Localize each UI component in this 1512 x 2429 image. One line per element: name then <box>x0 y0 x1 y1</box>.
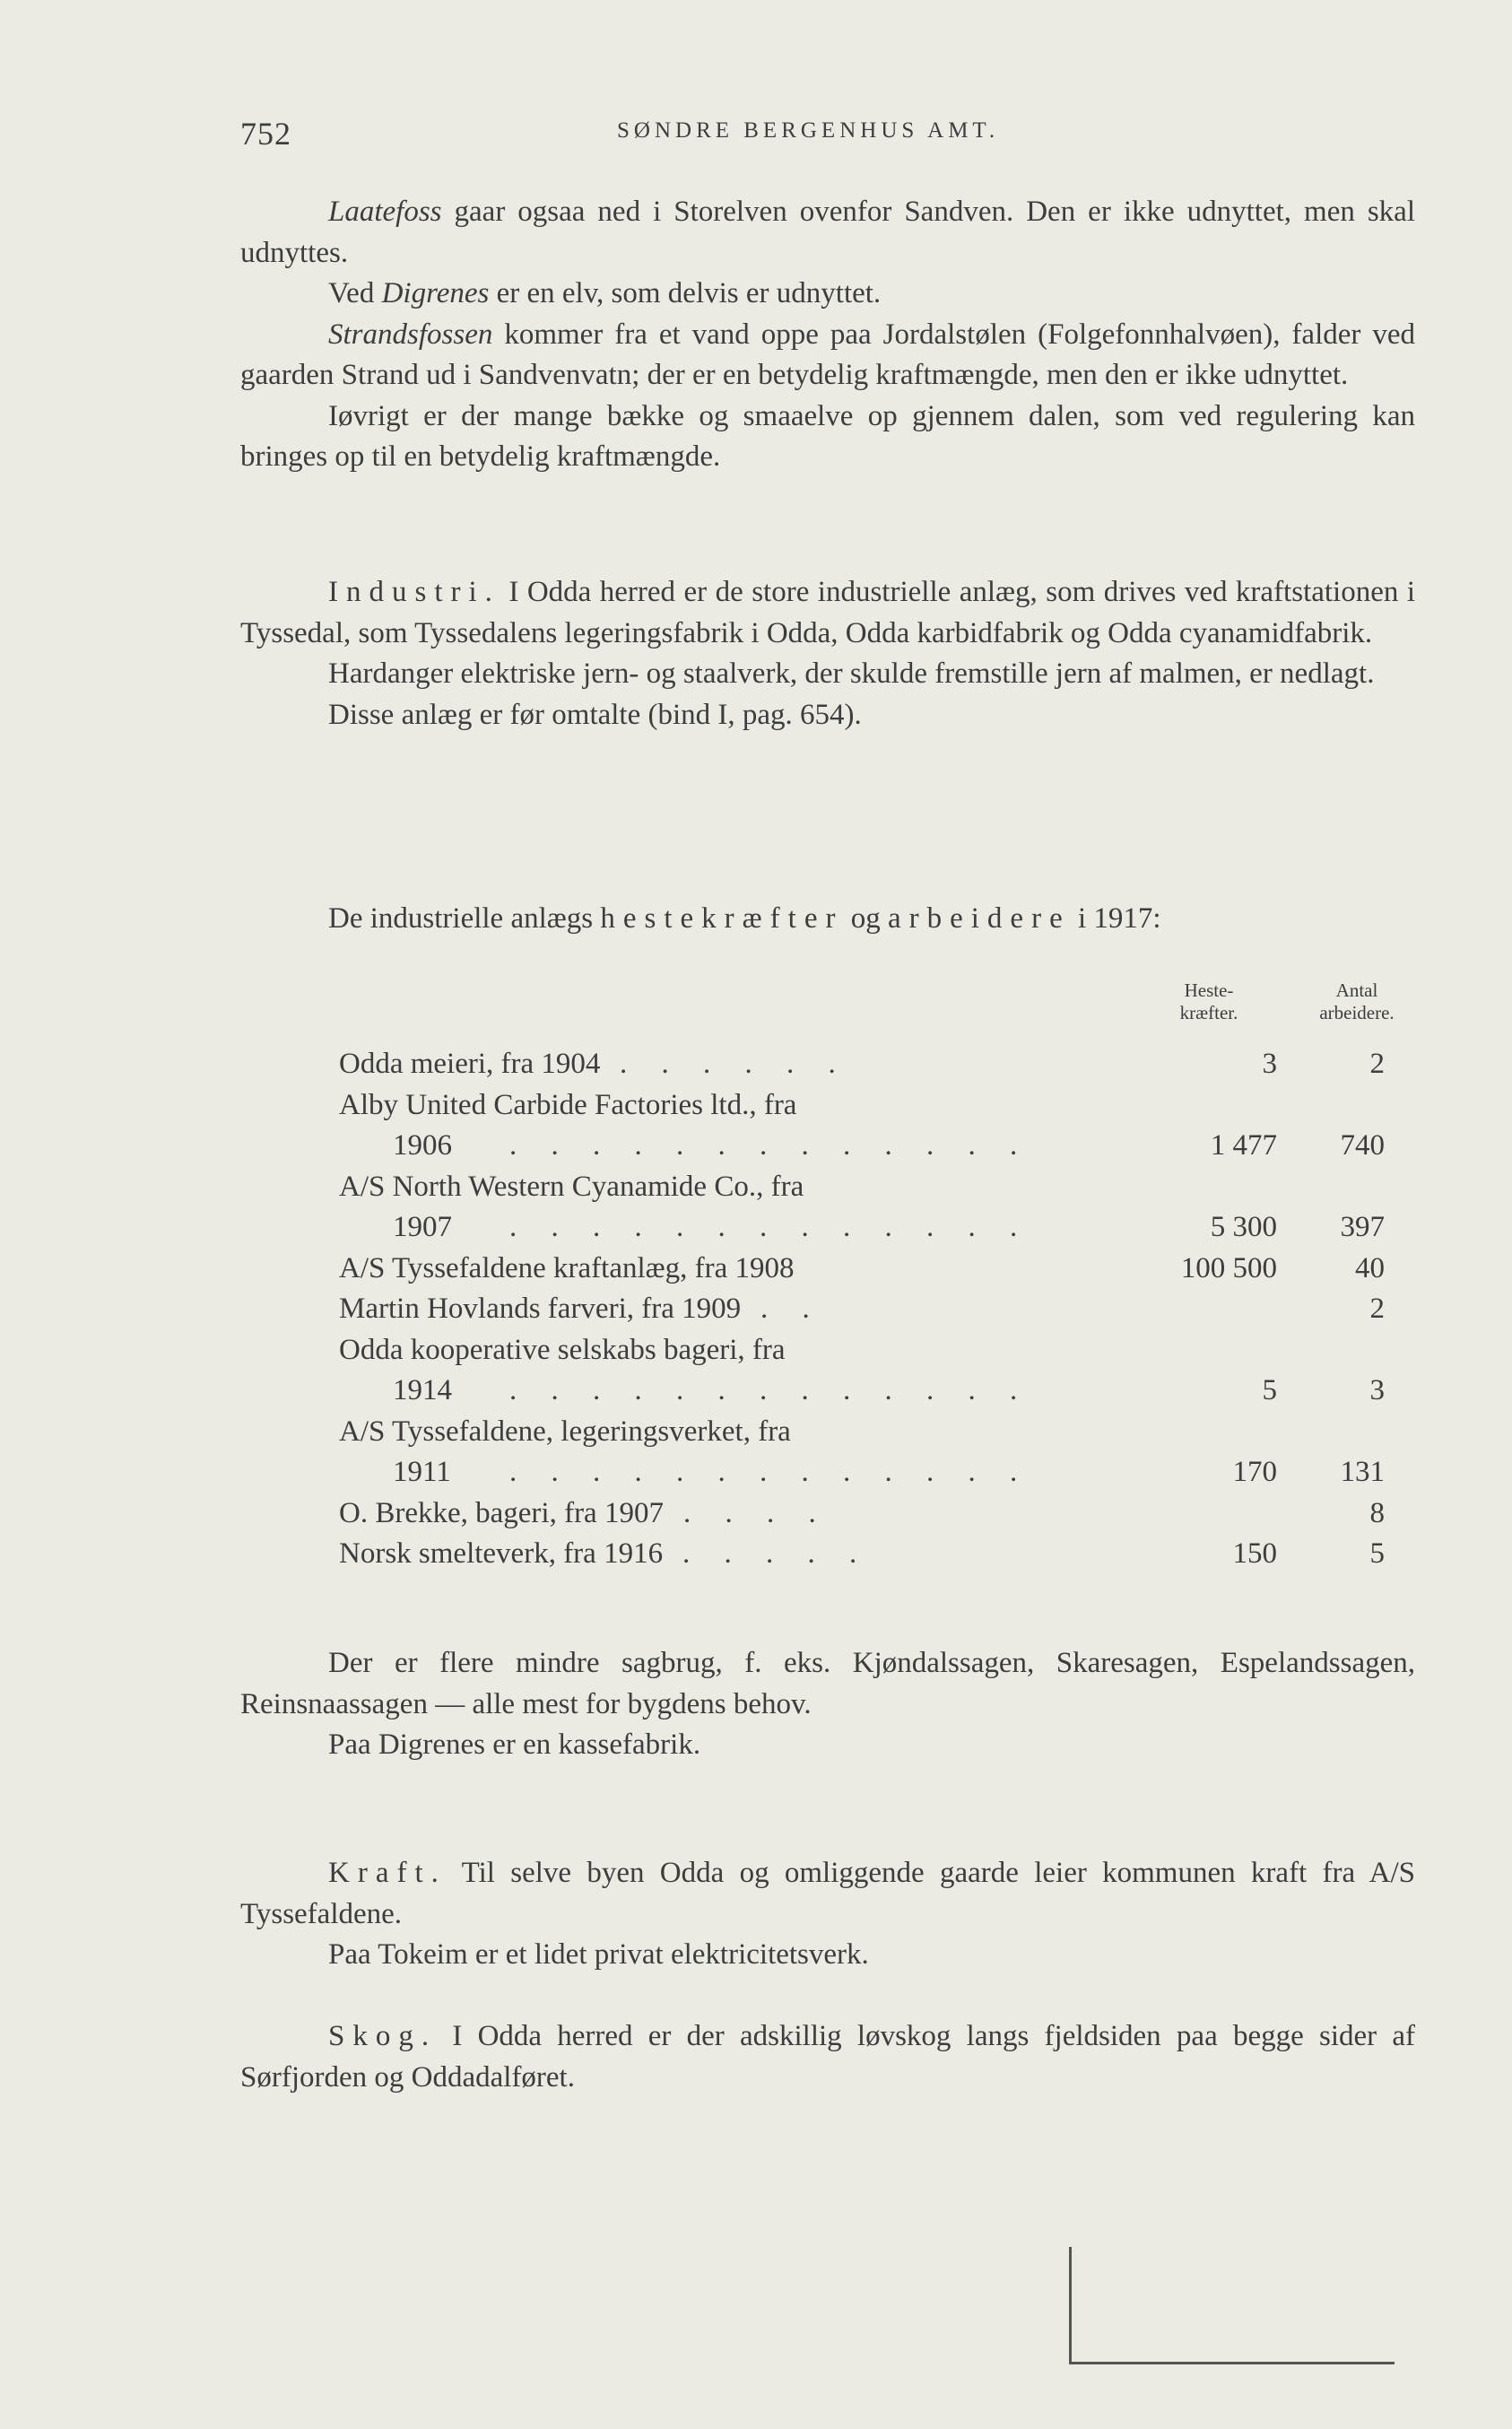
column-header-text: Heste- kræfter. <box>1179 979 1238 1023</box>
value-hestekraefter: 5 300 <box>1210 1211 1277 1243</box>
paragraph-text: Til selve byen Odda og omliggende gaarde leier kommunen kraft fra A/S Tyssefaldene. <box>240 1857 1415 1930</box>
table-row <box>240 1252 1415 1293</box>
founded-year: 1911 <box>393 1456 451 1488</box>
paragraph-text: gaar ogsaa ned i Storelven ovenfor Sandven. Den er ikke udnyttet, men skal udnyttes. <box>240 196 1415 269</box>
section-sagbrug <box>240 1643 1415 1766</box>
section-skog <box>240 2016 1415 2098</box>
page-number: 752 <box>240 116 291 152</box>
founded-year: 1906 <box>393 1129 452 1162</box>
table-intro <box>240 899 1415 940</box>
value-arbeidere: 40 <box>1355 1251 1385 1284</box>
spaced-term: hestekræfter <box>600 902 844 935</box>
table-row <box>240 1089 1415 1171</box>
section-heading-industri: Industri. <box>328 576 500 608</box>
value-arbeidere: 2 <box>1369 1293 1385 1325</box>
company-name: Odda kooperative selskabs bageri, fra <box>339 1333 786 1366</box>
section-heading-skog: Skog. <box>328 2020 438 2052</box>
paragraph-skog <box>240 2016 1415 2098</box>
paragraph-kraft <box>240 1853 1415 1935</box>
table-row <box>240 1537 1415 1579</box>
value-arbeidere: 397 <box>1340 1211 1385 1243</box>
table-row <box>240 1415 1415 1497</box>
company-name: O. Brekke, bageri, fra 1907 <box>339 1496 664 1529</box>
column-header-arbeidere <box>1299 979 1415 1024</box>
paragraph-industri <box>240 572 1415 654</box>
value-hestekraefter: 170 <box>1232 1456 1277 1488</box>
dot-leader: . . . . . . . . . . . . . <box>509 1129 1031 1162</box>
company-name: A/S North Western Cyanamide Co., fra <box>339 1170 804 1203</box>
dot-leader: . . . . . . <box>620 1048 849 1080</box>
section-kraft <box>240 1853 1415 1976</box>
place-name: Strandsfossen <box>328 318 493 351</box>
paragraph-tokeim: Paa Tokeim er et lidet privat elektricitetsverk. <box>328 1938 869 1971</box>
section-waterfalls <box>240 192 1415 478</box>
value-hestekraefter: 1 477 <box>1210 1129 1277 1162</box>
dot-leader: . . . . . . . . . . . . . <box>509 1374 1031 1406</box>
company-name: A/S Tyssefaldene kraftanlæg, fra 1908 <box>339 1251 795 1284</box>
section-heading-kraft: Kraft. <box>328 1857 447 1889</box>
paragraph-strandsfossen <box>240 315 1415 396</box>
founded-year: 1907 <box>393 1211 452 1243</box>
paragraph-text: og <box>843 902 888 935</box>
paragraph-laatefoss <box>240 192 1415 274</box>
founded-year: 1914 <box>393 1374 452 1406</box>
paragraph-disse: Disse anlæg er før omtalte (bind I, pag. 654). <box>328 698 862 731</box>
value-arbeidere: 131 <box>1340 1456 1385 1488</box>
value-arbeidere: 8 <box>1369 1496 1385 1529</box>
dot-leader: . . . . . . . . . . . . . <box>509 1211 1031 1243</box>
dot-leader: . . . . . <box>682 1537 871 1570</box>
company-name: Alby United Carbide Factories ltd., fra <box>339 1088 797 1121</box>
table-row <box>240 1171 1415 1252</box>
value-hestekraefter: 150 <box>1232 1537 1277 1570</box>
value-hestekraefter: 100 500 <box>1180 1251 1277 1284</box>
value-hestekraefter: 3 <box>1262 1048 1277 1080</box>
column-header-hestekraefter <box>1137 979 1281 1024</box>
paragraph-text: I Odda herred er de store industrielle anlæg, som drives ved kraftstationen i Tyssedal, som Tyssedalens legeringsfabrik i Odda, Odda karbidfabrik og Odda cyanamidfabrik. <box>240 576 1415 649</box>
company-name: Odda meieri, fra 1904 <box>339 1048 601 1080</box>
paragraph-text: i 1917: <box>1070 902 1161 935</box>
dot-leader: . . <box>760 1293 823 1325</box>
company-name: Martin Hovlands farveri, fra 1909 <box>339 1293 742 1325</box>
table-row <box>240 1048 1415 1089</box>
paragraph-text: I Odda herred er der adskillig løvskog langs fjeldsiden paa begge sider af Sørfjorden og Oddadalføret. <box>240 2020 1415 2094</box>
paragraph-iovrigt: Iøvrigt er der mange bække og smaaelve op gjennem dalen, som ved regulering kan bringes op til en betydelig kraftmængde. <box>240 399 1415 473</box>
value-hestekraefter: 5 <box>1262 1374 1277 1406</box>
section-industri <box>240 572 1415 736</box>
column-header-text: Antal arbeidere. <box>1319 979 1395 1023</box>
place-name: Digrenes <box>381 277 490 309</box>
dot-leader: . . . . <box>683 1496 830 1529</box>
paragraph-kassefabrik: Paa Digrenes er en kassefabrik. <box>328 1728 701 1761</box>
company-name: A/S Tyssefaldene, legeringsverket, fra <box>339 1415 791 1448</box>
running-title: SØNDRE BERGENHUS AMT. <box>617 118 1000 143</box>
table-row <box>240 1293 1415 1334</box>
value-arbeidere: 3 <box>1369 1374 1385 1406</box>
table-row <box>240 1497 1415 1538</box>
paragraph-hardanger: Hardanger elektriske jern- og staalverk, der skulde fremstille jern af malmen, er nedlagt. <box>328 657 1375 690</box>
paragraph-text: De industrielle anlægs <box>328 902 601 935</box>
paragraph-text: er en elv, som delvis er udnyttet. <box>489 277 882 309</box>
paragraph-text: Ved <box>328 277 382 309</box>
paragraph-digrenes <box>240 274 1415 315</box>
value-arbeidere: 5 <box>1369 1537 1385 1570</box>
value-arbeidere: 2 <box>1369 1048 1385 1080</box>
paragraph-text: kommer fra et vand oppe paa Jordalstølen (Folgefonnhalvøen), falder ved gaarden Strand ud i Sandvenvatn; der er en betydelig kraftmængde, men den er ikke udnyttet. <box>240 318 1415 391</box>
place-name: Laatefoss <box>328 196 442 228</box>
paragraph-sagbrug: Der er flere mindre sagbrug, f. eks. Kjøndalssagen, Skaresagen, Espelandssagen, Reinsnaassagen — alle mest for bygdens behov. <box>240 1647 1415 1720</box>
paragraph-table-intro <box>240 899 1415 940</box>
spaced-term: arbeidere <box>887 902 1071 935</box>
dot-leader: . . . . . . . . . . . . . <box>509 1456 1031 1488</box>
value-arbeidere: 740 <box>1340 1129 1385 1162</box>
table-row <box>240 1334 1415 1415</box>
company-name: Norsk smelteverk, fra 1916 <box>339 1537 664 1570</box>
page-corner-mark <box>1069 2247 1395 2364</box>
